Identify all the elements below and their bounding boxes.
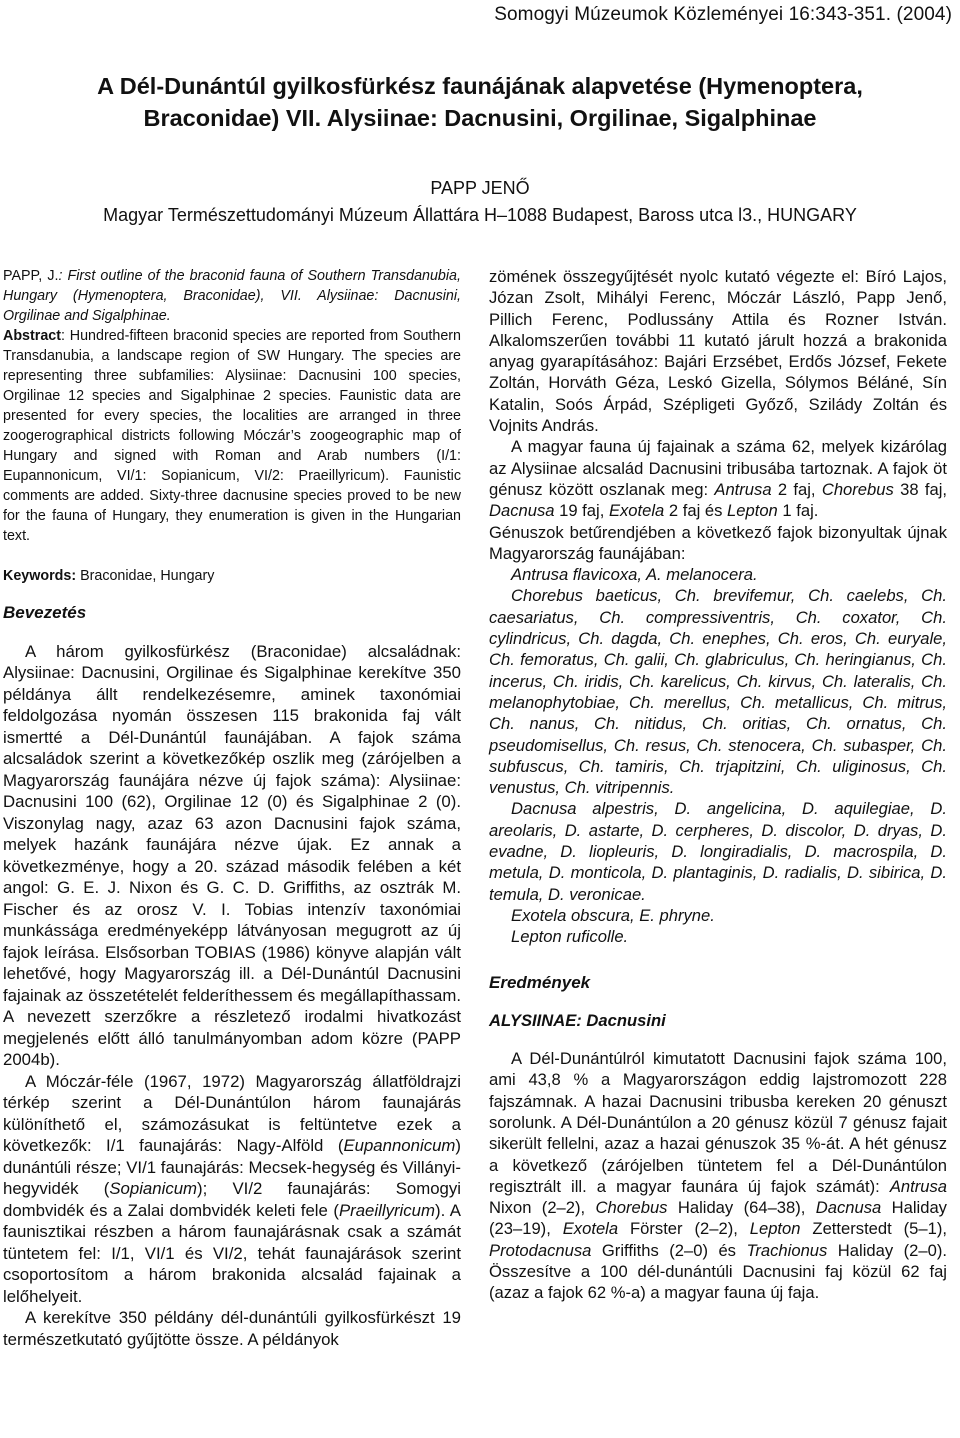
right-column (489, 266, 947, 1304)
citation-author: PAPP, J. (3, 268, 59, 284)
species-list-chorebus: Chorebus baeticus, Ch. brevifemur, Ch. caelebs, Ch. caesariatus, Ch. compressiventris, Ch. coxator, Ch. cylindricus, Ch. dagda, Ch. enephes, Ch. eros, Ch. euryale, Ch. femoratus, Ch. galii, Ch. glabriculus, Ch. heringianus, Ch. incerus, Ch. iridis, Ch. karelicus, Ch. kirvus, Ch. lateralis, Ch. melanophytobiae, Ch. merellus, Ch. metallicus, Ch. mitrus, Ch. nanus, Ch. nitidus, Ch. oritias, Ch. ornatus, Ch. pseudomisellus, Ch. resus, Ch. stenocera, Ch. subasper, Ch. subfuscus, Ch. tamiris, Ch. trjapitzini, Ch. uliginosus, Ch. venustus, Ch. vitripennis. (489, 586, 947, 798)
article-title (40, 70, 920, 134)
left-column (3, 266, 461, 1350)
new-species-paragraph: A magyar fauna új fajainak a száma 62, melyek kizárólag az Alysiinae alcsalád Dacnusini tribusába tartoznak. A fajok öt génusz között oszlanak meg: Antrusa 2 faj, Chorebus 38 faj, Dacnusa 19 faj, Exotela 2 faj és Lepton 1 faj. (489, 437, 947, 521)
title-line-2: Braconidae) VII. Alysiinae: Dacnusini, Orgilinae, Sigalphinae (143, 105, 817, 131)
abstract-text: : Hundred-fifteen braconid species are reported from Southern Transdanubia, a landscape region of SW Hungary. The species are representing three subfamilies: Alysiinae: Dacnusini 100 species, Orgilinae 12 species and Sigalphinae 2 species. Faunistic data are presented for every species, the localities are arranged in three zoogerographical districts following Móczár’s zoogeographic map of Hungary and signed with Roman and Arab numbers (I/1: Eupannonicum, VI/1: Sopianicum, VI/2: Praeillyricum). Faunistic comments are added. Sixty-three dacnusine species proved to be new for the fauna of Hungary, they enumeration is given in the Hungarian text. (3, 328, 461, 544)
heading-dacnusini: ALYSIINAE: Dacnusini (489, 1010, 666, 1030)
author-name: PAPP JENŐ (430, 178, 530, 198)
intro-paragraph-1: A három gyilkosfürkész (Braconidae) alcsaládnak: Alysiinae: Dacnusini, Orgilinae és Sigalphinae kerekítve 350 példánya állt rendelkezésemre, aminek taxonómiai feldolgozása nyomán összesen 115 brakonida faj vált ismertté a Dél-Dunántúl faunájában. A fajok száma alcsaládok szerint a következőkép oszlik meg (zárójelben a Magyarország faunájára nézve új fajok száma): Alysiinae: Dacnusini 100 (62), Orgilinae 12 (0) és Sigalphinae 2 (0). Viszonylag nagy, azaz 63 azon Dacnusini fajok száma, melyek hazánk faunájára nézve újak. Ez annak a következménye, hogy a 20. század második felében a két angol: G. E. J. Nixon és G. C. D. Griffiths, az osztrák M. Fischer és az orosz V. I. Tobias intenzív taxonómiai munkássága eredményeképp látványosan megugrott az új fajok leírása. Elsősorban TOBIAS (1986) könyve alapján vált lehetővé, hogy Magyarország ill. a Dél-Dunántúl Dacnusini fajainak az összetételét felderíthessem és megállapíthassam. A nevezett szerzőkre a részletező irodalmi hivatkozást megjelenés előtt álló tanulmányomban adom közre (PAPP 2004b). (3, 641, 461, 1069)
journal-citation: Somogyi Múzeumok Közleményei 16:343-351. (2004) (494, 4, 952, 25)
citation (3, 266, 461, 326)
genus-intro: Génuszok betűrendjében a következő fajok bizonyultak újnak Magyarország faunájában: (489, 522, 947, 563)
abstract (3, 326, 461, 546)
title-line-1: A Dél-Dunántúl gyilkosfürkész faunájának alapvetése (Hymenoptera, (97, 73, 863, 99)
species-list-exotela: Exotela obscura, E. phryne. (511, 905, 715, 925)
species-list-antrusa: Antrusa flavicoxa, A. melanocera. (511, 565, 758, 585)
author-affiliation: Magyar Természettudományi Múzeum Állattára H–1088 Budapest, Baross utca l3., HUNGARY (103, 205, 857, 225)
heading-results: Eredmények (489, 972, 591, 992)
intro-paragraph-3: A kerekítve 350 példány dél-dunántúli gyilkosfürkészt 19 természetkutató gyűjtötte össze. A példányok (3, 1308, 461, 1349)
results-paragraph: A Dél-Dunántúlról kimutatott Dacnusini fajok száma 100, ami 43,8 % a Magyarországon eddig lajstromozott 228 fajszámnak. A hazai Dacnusini tribusba kereken 20 génuszt sorolunk. A Dél-Dunántúlon a 20 génusz közül 7 génusz fajait sikerült fellelni, azaz a hazai génuszok 35 %-át. A hét génusz a következő (zárójelben tüntetem fel a Dél-Dunántúlon regisztrált ill. a magyar faunára új fajok számát): Antrusa Nixon (2–2), Chorebus Haliday (64–38), Dacnusa Haliday (23–19), Exotela Förster (2–2), Lepton Zetterstedt (5–1), Protodacnusa Griffiths (2–0) és Trachionus Haliday (2–0). Összesítve a 100 dél-dunántúli Dacnusini faj közül 62 faj (azaz a fajok 62 %-a) a magyar fauna új faja. (489, 1049, 948, 1303)
species-list-lepton: Lepton ruficolle. (511, 927, 629, 947)
keywords-label: Keywords: (3, 568, 77, 584)
heading-introduction: Bevezetés (3, 603, 87, 622)
keywords-text: Braconidae, Hungary (76, 568, 215, 584)
citation-text: : First outline of the braconid fauna of Southern Transdanubia, Hungary (Hymenoptera, Braconidae), VII. Alysiinae: Dacnusini, Orgilinae and Sigalphinae. (3, 268, 461, 324)
species-list-dacnusa: Dacnusa alpestris, D. angelicina, D. aquilegiae, D. areolaris, D. astarte, D. cerpheres, D. discolor, D. dryas, D. evadne, D. liopleuris, D. longiradialis, D. macrospila, D. metula, D. monticola, D. plantaginis, D. radialis, D. sibirica, D. temula, D. veronicae. (489, 799, 947, 904)
abstract-label: Abstract (3, 328, 61, 344)
author-block (0, 175, 960, 229)
collectors-paragraph: zömének összegyűjtését nyolc kutató végezte el: Bíró Lajos, Józan Zsolt, Mihályi Ferenc, Móczár László, Papp Jenő, Pillich Ferenc, Podlussány Attila és Rozner István. Alkalomszerűen további 11 kutató járult hozzá a brakonida anyag gyarapításához: Bajári Erzsébet, Erdős József, Fekete Zoltán, Horváth Géza, Leskó Gizella, Sólymos Béláné, Sín Katalin, Soós Árpád, Szépligeti Győző, Szilády Zoltán és Vojnits András. (489, 267, 947, 436)
keywords (3, 566, 461, 586)
intro-paragraph-2: A Móczár-féle (1967, 1972) Magyarország állatföldrajzi térkép szerint a Dél-Dunántúlon három faunajárás különíthető el, számozásukat is feltüntetve ezek a következők: I/1 faunajárás: Nagy-Alföld (Eupannonicum) dunántúli része; VI/1 faunajárás: Mecsek-hegység és Villányi-hegyvidék (Sopianicum); VI/2 faunajárás: Somogyi dombvidék és a Zalai dombvidék keleti fele (Praeillyricum). A faunisztikai részben a három faunajárásnak csak a számát tüntetem fel: I/1, VI/1 és VI/2, tehát faunajárások szerint csoportosítom a három brakonida alcsalád fajainak a lelőhelyeit. (3, 1071, 461, 1306)
